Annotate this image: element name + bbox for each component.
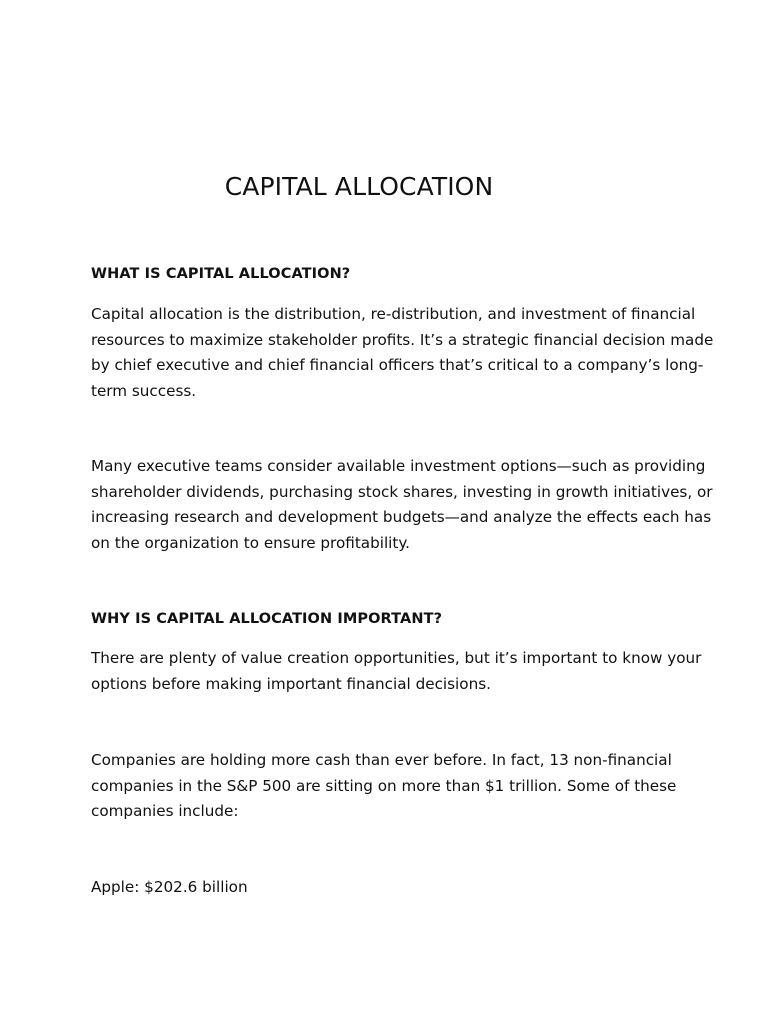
paragraph-line: resources to maximize stakeholder profits. It’s a strategic financial decision made	[91, 330, 714, 349]
paragraph-line: Capital allocation is the distribution, re-distribution, and investment of financial	[91, 305, 696, 323]
list-item-apple	[91, 875, 691, 901]
paragraph-executive-teams	[91, 454, 713, 556]
paragraph-definition	[91, 302, 714, 404]
document-title: CAPITAL ALLOCATION	[224, 172, 494, 201]
section-heading-why-important: WHY IS CAPITAL ALLOCATION IMPORTANT?	[91, 611, 443, 627]
paragraph-line: There are plenty of value creation opportunities, but it’s important to know your	[91, 649, 702, 667]
paragraph-line: by chief executive and chief financial officers that’s critical to a company’s long-	[91, 356, 704, 374]
paragraph-line: on the organization to ensure profitability.	[91, 533, 410, 552]
paragraph-line: Companies are holding more cash than ever before. In fact, 13 non-financial	[91, 751, 672, 769]
paragraph-line: shareholder dividends, purchasing stock shares, investing in growth initiatives, or	[91, 482, 713, 501]
paragraph-line: Many executive teams consider available investment options—such as providing	[91, 457, 706, 475]
paragraph-line: Apple: $202.6 billion	[91, 878, 248, 896]
paragraph-line: increasing research and development budgets—and analyze the effects each has	[91, 508, 712, 526]
paragraph-value-creation	[91, 646, 702, 697]
paragraph-cash-holdings	[91, 748, 691, 825]
paragraph-line: companies in the S&P 500 are sitting on more than $1 trillion. Some of these	[91, 776, 677, 795]
section-heading-what-is: WHAT IS CAPITAL ALLOCATION?	[91, 266, 351, 282]
paragraph-line: term success.	[91, 381, 197, 400]
paragraph-line: companies include:	[91, 802, 239, 820]
paragraph-line: options before making important financial decisions.	[91, 674, 491, 693]
